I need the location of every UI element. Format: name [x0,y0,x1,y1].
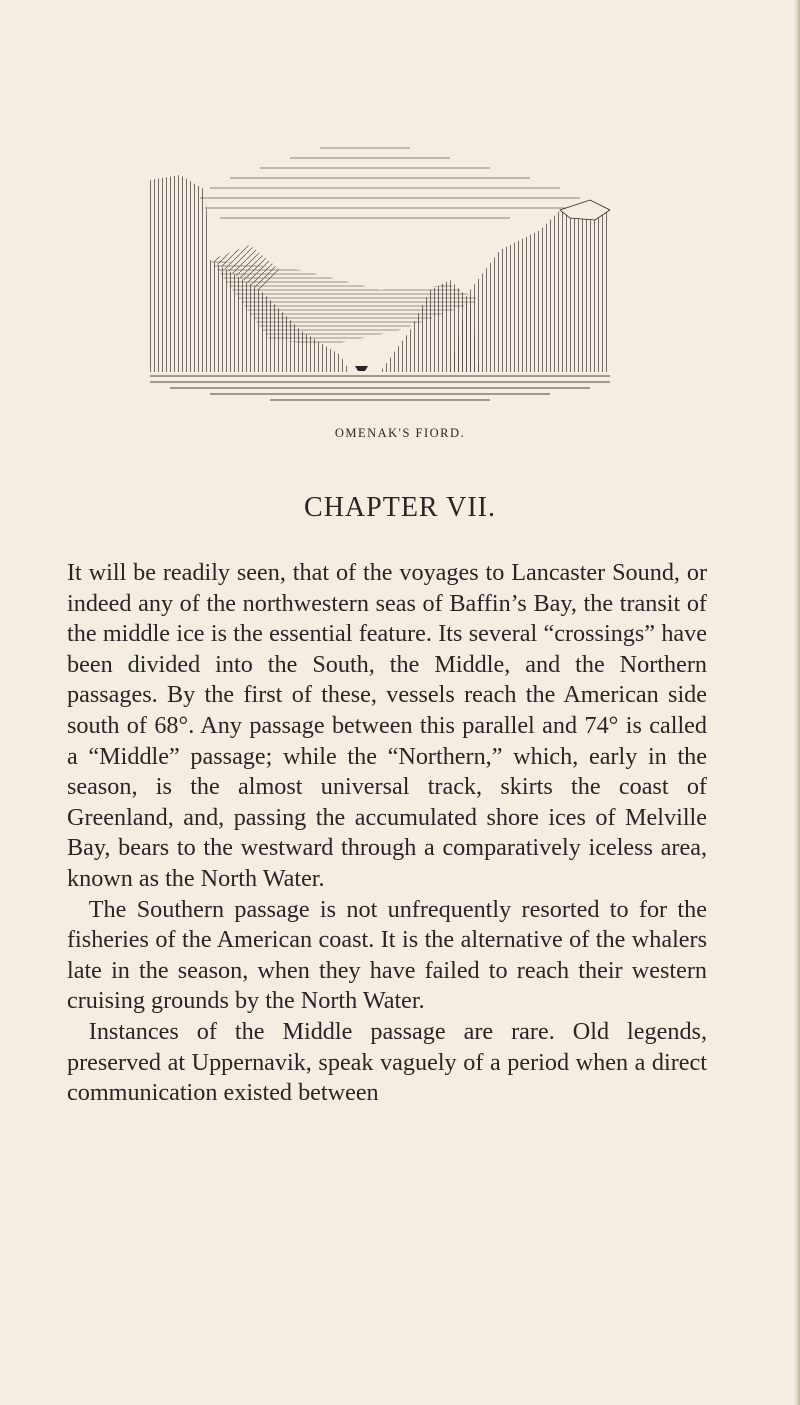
chapter-title: CHAPTER VII. [304,492,496,523]
paragraph-1-text: will be readily seen, that of the voyages to Lancaster Sound, or indeed any of the northwestern seas of Baffin’s Bay, the transit of the middle ice is the essential feature. Its several “crossings” have been divided into the South, the Middle, and the Northern passages. By the first of these, vessels reach the American side south of 68°. Any passage between this parallel and 74° is called a “Middle” passage; while the “Northern,” which, early in the season, is the almost universal track, skirts the coast of Greenland, and, passing the accumulated shore ices of Melville Bay, bears to the westward through a comparatively iceless area, known as the North Water. [67,559,707,892]
figure-caption: OMENAK'S FIORD. [334,426,466,440]
page-edge [794,0,800,1405]
paragraph-1 [67,558,707,895]
chapter-body [67,558,707,1109]
paragraph-2: The Southern passage is not unfrequently resorted to for the fisheries of the American coast. It is the alternative of the whalers late in the season, when they have failed to reach their western cruising grounds by the North Water. [67,895,707,1015]
paragraph-3: Instances of the Middle passage are rare. Old legends, preserved at Uppernavik, speak vaguely of a period when a direct communication existed between [67,1017,707,1107]
opening-initial: It [67,559,82,586]
fiord-engraving [150,140,610,405]
